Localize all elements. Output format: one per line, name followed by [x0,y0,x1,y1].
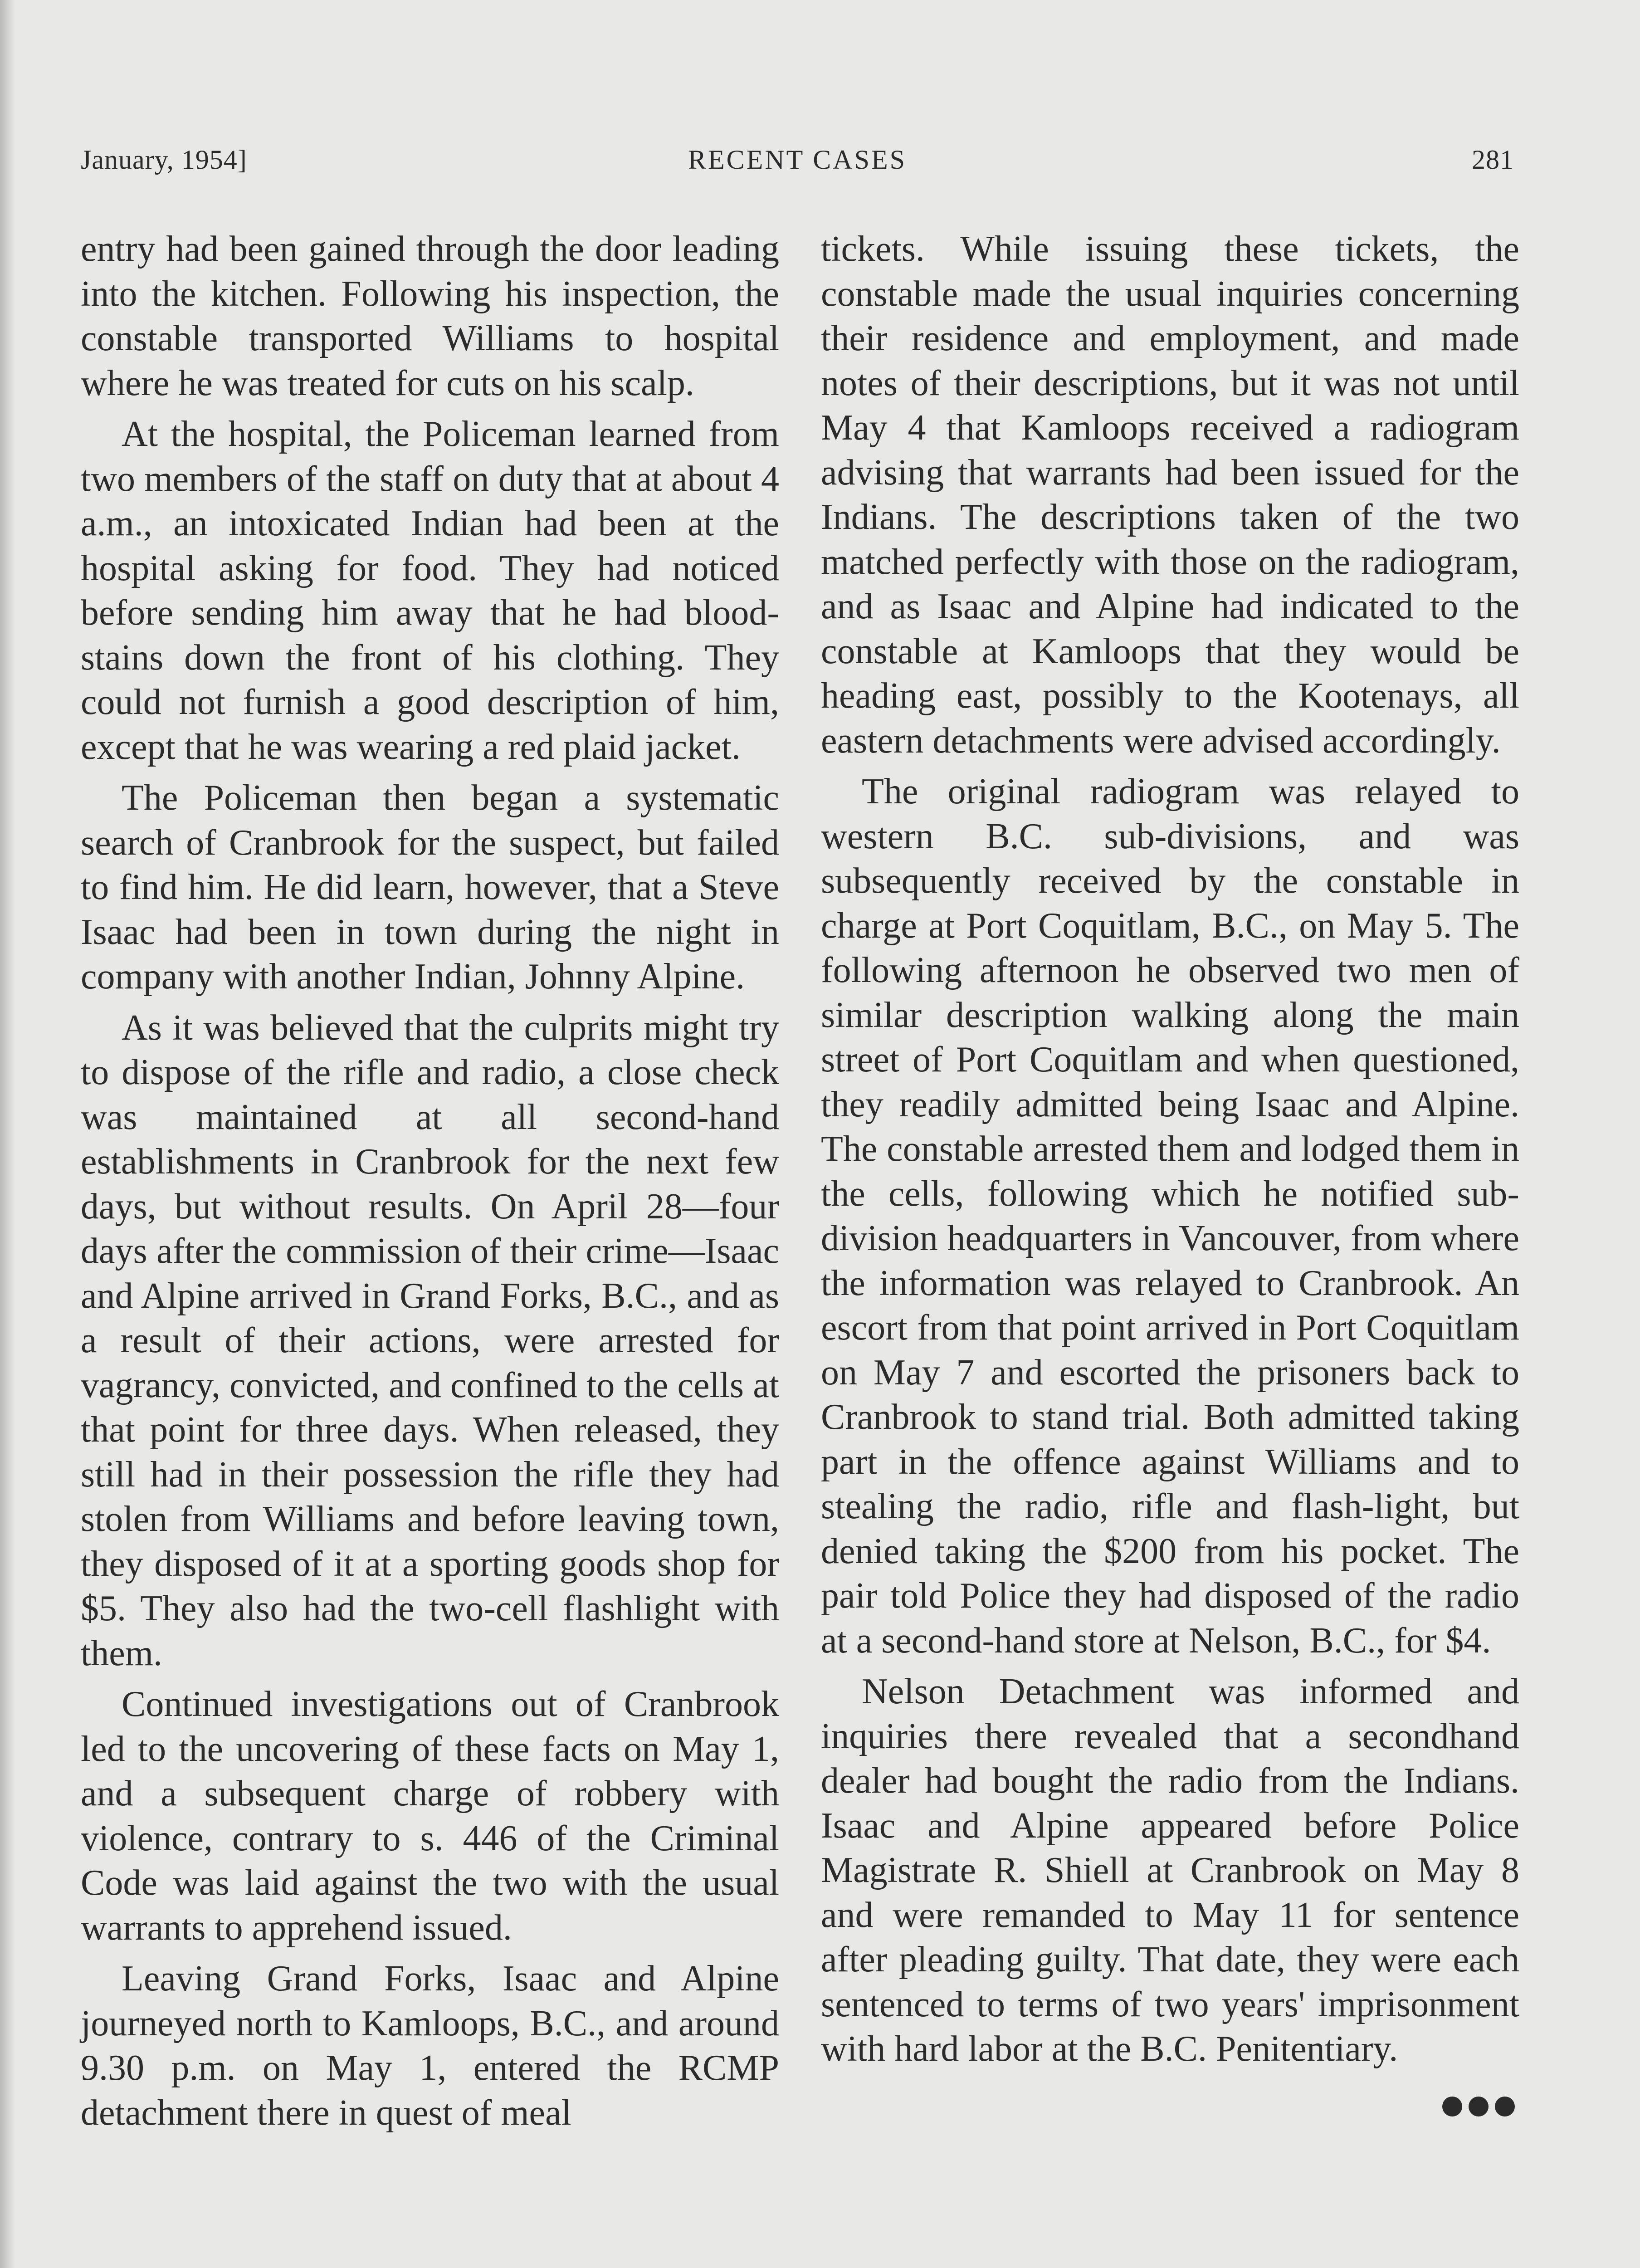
paragraph: As it was believed that the culprits might try to dispose of the rifle and radio, a close check was maintained at all second-hand establishments in Cranbrook for the next few days, but without results. On April 28—four days after the commission of their crime—Isaac and Alpine arrived in Grand Forks, B.C., and as a result of their actions, were arrested for vagrancy, convicted, and confined to the cells at that point for three days. When released, they still had in their possession the rifle they had stolen from Williams and before leaving town, they disposed of it at a sporting goods shop for $5. They also had the two-cell flashlight with them. [81,1007,779,1673]
paragraph: tickets. While issuing these tickets, the constable made the usual inquiries concerning their residence and employment, and made notes of their descriptions, but it was not until May 4 that Kamloops received a radiogram advising that warrants had been issued for the Indians. The descriptions taken of the two matched perfectly with those on the radiogram, and as Isaac and Alpine had indicated to the constable at Kamloops that they would be heading east, possibly to the Kootenays, all eastern detachments were advised accordingly. [821,229,1519,761]
right-column [821,227,1519,2127]
paragraph: At the hospital, the Policeman learned from two members of the staff on duty that at about 4 a.m., an intoxicated Indian had been at the hospital asking for food. They had noticed before sending him away that he had blood-stains down the front of his clothing. They could not furnish a good description of him, except that he was wearing a red plaid jacket. [81,414,779,767]
header-section-title: RECENT CASES [688,145,907,175]
paragraph: entry had been gained through the door leading into the kitchen. Following his inspection, the constable transported Williams to hospital where he was treated for cuts on his scalp. [81,229,779,403]
paragraph: Continued investigations out of Cranbrook led to the uncovering of these facts on May 1, and a subsequent charge of robbery with violence, contrary to s. 446 of the Criminal Code was laid against the two with the usual warrants to apprehend issued. [81,1684,779,1948]
paragraph: Leaving Grand Forks, Isaac and Alpine journeyed north to Kamloops, B.C., and around 9.30 p.m. on May 1, entered the RCMP detachment there in quest of meal [81,1959,779,2133]
paragraph: The Policeman then began a systematic search of Cranbrook for the suspect, but failed to find him. He did learn, however, that a Steve Isaac had been in town during the night in company with another Indian, Johnny Alpine. [81,778,779,997]
left-column [81,227,779,2135]
end-of-article-marker-icon [1395,2082,1515,2127]
paragraph: The original radiogram was relayed to western B.C. sub-divisions, and was subsequently received by the constable in charge at Port Coquitlam, B.C., on May 5. The following afternoon he observed two men of similar description walking along the main street of Port Coquitlam and when questioned, they readily admitted being Isaac and Alpine. The constable arrested them and lodged them in the cells, following which he notified sub-division headquarters in Vancouver, from where the information was relayed to Cranbrook. An escort from that point arrived in Port Coquitlam on May 7 and escorted the prisoners back to Cranbrook to stand trial. Both admitted taking part in the offence against Williams and to stealing the radio, rifle and flash-light, but denied taking the $200 from his pocket. The pair told Police they had disposed of the radio at a second-hand store at Nelson, B.C., for $4. [821,772,1519,1661]
header-date: January, 1954] [81,145,247,175]
page-number: 281 [1472,145,1514,175]
paragraph-final [821,1669,1519,2072]
running-header [81,144,1514,185]
paragraph-text: Nelson Detachment was informed and inquiries there revealed that a secondhand dealer had bought the radio from the Indians. Isaac and Alpine appeared before Police Magistrate R. Shiell at Cranbrook on May 8 and were remanded to May 11 for sentence after pleading guilty. That date, they were each sentenced to terms of two years' imprisonment with hard labor at the B.C. Penitentiary. [821,1672,1519,2069]
page-binding-edge [0,0,15,2268]
